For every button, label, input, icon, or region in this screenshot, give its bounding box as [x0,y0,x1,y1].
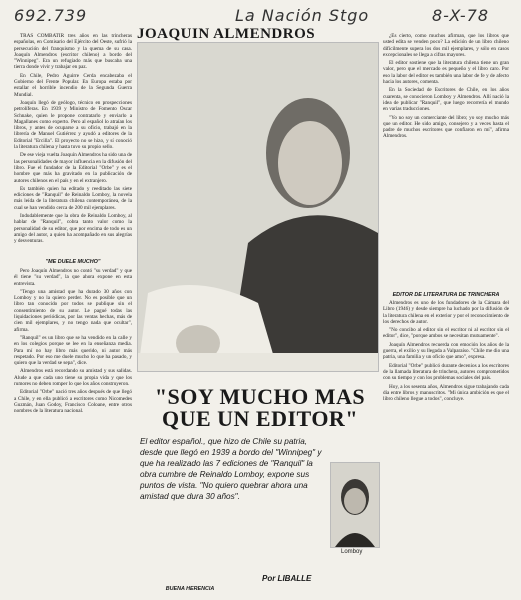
clipping-date: 8-X-78 [432,6,490,25]
subhead-me-duele-mucho: "ME DUELE MUCHO" [45,259,101,265]
portrait-illustration [138,43,378,371]
paragraph: ¿Es cierto, como muchos afirman, que los libros que usted edita se venden poco? La edición de un libro chileno difícilmente supera los dos mil ejemplares, y sólo en casos excepcionales se llega a cifras mayores. [383,33,509,58]
portrait-photo-lomboy [330,462,380,548]
paragraph: Joaquín Almendros recuerda con emoción los años de la guerra, el exilio y su llegada a Valparaíso. "Chile me dio una patria, una familia y un oficio que amo", expresa. [383,341,509,361]
paragraph: "No concibo al editor sin el escritor ni al escritor sin el editor", dice, "porque ambos se necesitan mutuamente". [383,327,509,340]
paragraph: De ese vieja vuelta Joaquín Almendros ha sido una de las personalidades de mayor influencia en la difusión del libro. Fue el fundador de la Editorial "Orbe" y es el hombre que más ha gravitado en la publicación de autores chilenos en el país y en el extranjero. [14,152,132,184]
paragraph: Es también quien ha editado y reeditado las siete ediciones de "Ranquil" de Reinaldo Lomboy, la novela más leída de la literatura chilena contemporánea, de la cual se han vendido cerca de 200 mil ejemplares. [14,185,132,211]
paragraph: TRAS COMBATIR tres años en las trincheras españolas, en Comisario del Ejército del Oeste, sufrió la persecución del franquismo y la quema de su casa. Joaquín Almendros (escritor chileno) a bordo del "Winnipeg". Era un refugiado más que buscaba una tierra donde vivir y trabajar en paz. [14,33,132,71]
portrait-photo-almendros [137,42,379,372]
clipping-number: 692.739 [14,6,88,25]
paragraph: Joaquín llegó de geólogo, técnico en prospecciones petrolíferas. En 1939 y Ministro de Fomento Oscar Schnake, quien le propone contratarlo y enviarlo a Magallanes como experto. Pero al español lo atraían los libros, y antes de ocuparse a su oficio, trabajó en la librería de Manuel Gutiérrez y ayudó a editores de la Editorial "Ercilla". El proyecto no se hizo, y sí conoció la literatura chilena y hasta tuvo su propio sello. [14,99,132,151]
paragraph: En Chile, Pedro Aguirre Cerda encabezaba el Gobierno del Frente Popular. En Europa estaba por estallar el horrible incendio de la Segunda Guerra Mundial. [14,72,132,98]
pull-quote: "SOY MUCHO MAS QUE UN EDITOR" [154,384,366,431]
column-left-top [14,33,132,251]
column-left-bottom [14,268,132,586]
paragraph: Almendros es uno de los fundadores de la Cámara del Libro (1946) y desde siempre ha luchado por la difusión de la literatura chilena en el exterior y por el reconocimiento de los derechos de autor. [383,300,509,325]
byline: Por LIBALLE [262,574,312,583]
paragraph: "Ranquil" es un libro que se ha vendido en la calle y en los colegios porque se lee en la enseñanza media. Para mí no hay libro más querido, ni autor más respetado. Por eso me duele mucho lo que ha pasado, y quiero que la verdad se sepa", dice. [14,334,132,367]
column-right-bottom [383,300,509,588]
paragraph: Editorial "Orbe" nació tres años después de que llegó a Chile, y en ella publicó a escritores como Nicomedes Guzmán, Juan Godoy, Francisco Coloane, entre otros nombres de la literatura nacional. [14,389,132,415]
subhead-editor-trinchera: EDITOR DE LITERATURA DE TRINCHERA [392,292,500,298]
column-right-top [383,33,509,283]
paragraph: Editorial "Orbe" publicó durante decenios a los escritores de la llamada literatura de trinchera, autores comprometidos con su tiempo y con los problemas sociales del país. [383,362,509,382]
lomboy-illustration [331,463,379,547]
article-intro: El editor español., que hizo de Chile su patria, desde que llegó en 1939 a bordo del "Winnipeg" y que ha realizado las 7 ediciones de "Ranquil" la obra cumbre de Reinaldo Lomboy, expone sus puntos de vista. "No quiero quebrar ahora una amistad que dura 30 años". [140,437,322,501]
paragraph: Indudablemente que la obra de Reinaldo Lomboy, al hablar de "Ranquil", cobra tanto valor como la personalidad de su editor, que por encima de todo es un amigo del autor, a quien ha acompañado en sus alegrías y desventuras. [14,213,132,245]
photo-caption-lomboy: Lomboy [341,549,363,555]
article-title: JOAQUIN ALMENDROS [137,26,316,42]
clipping-source: La Nación Stgo [235,6,370,25]
paragraph: Pero Joaquín Almendros no contó "su verdad" y que él tiene "su verdad", la que ahora expone en esta entrevista. [14,268,132,287]
subhead-buena-herencia: BUENA HERENCIA [165,586,215,592]
paragraph: En la Sociedad de Escritores de Chile, en los años cuarenta, se conocieron Lomboy y Almendros. Allí nació la idea de publicar "Ranquil", que luego recorrería el mundo en varias traducciones. [383,87,509,113]
paragraph: Hoy, a los sesenta años, Almendros sigue trabajando cada día entre libros y manuscritos. "Mi única ambición es que el libro chileno llegue a todos", concluye. [383,383,509,403]
paragraph: El editor sostiene que la literatura chilena tiene un gran valor, pero que el mercado es pequeño y el libro caro. Por eso la labor del editor es también una labor de fe y de afecto hacia los autores, comenta. [383,60,509,86]
paragraph: "Tengo una amistad que ha durado 30 años con Lomboy y no la quiero perder. No es posible que un libro tan conocido por todos se publique sin el consentimiento de su autor. Le pagué todas las liquidaciones periódicas, por las ventas hechas, más de cien mil ejemplares, y no tengo nada que ocultar", afirma. [14,288,132,333]
paragraph: Almendros está recordando su amistad y sus salidas. Alude a que cada uno tiene su propia vida y que los rumores no deben romper lo que los años construyeron. [14,368,132,388]
paragraph: "Yo no soy un comerciante del libro; yo soy mucho más que un editor. He sido amigo, consejero y a veces hasta el padre de muchos escritores que confiaron en mí", afirma Almendros. [383,114,509,140]
